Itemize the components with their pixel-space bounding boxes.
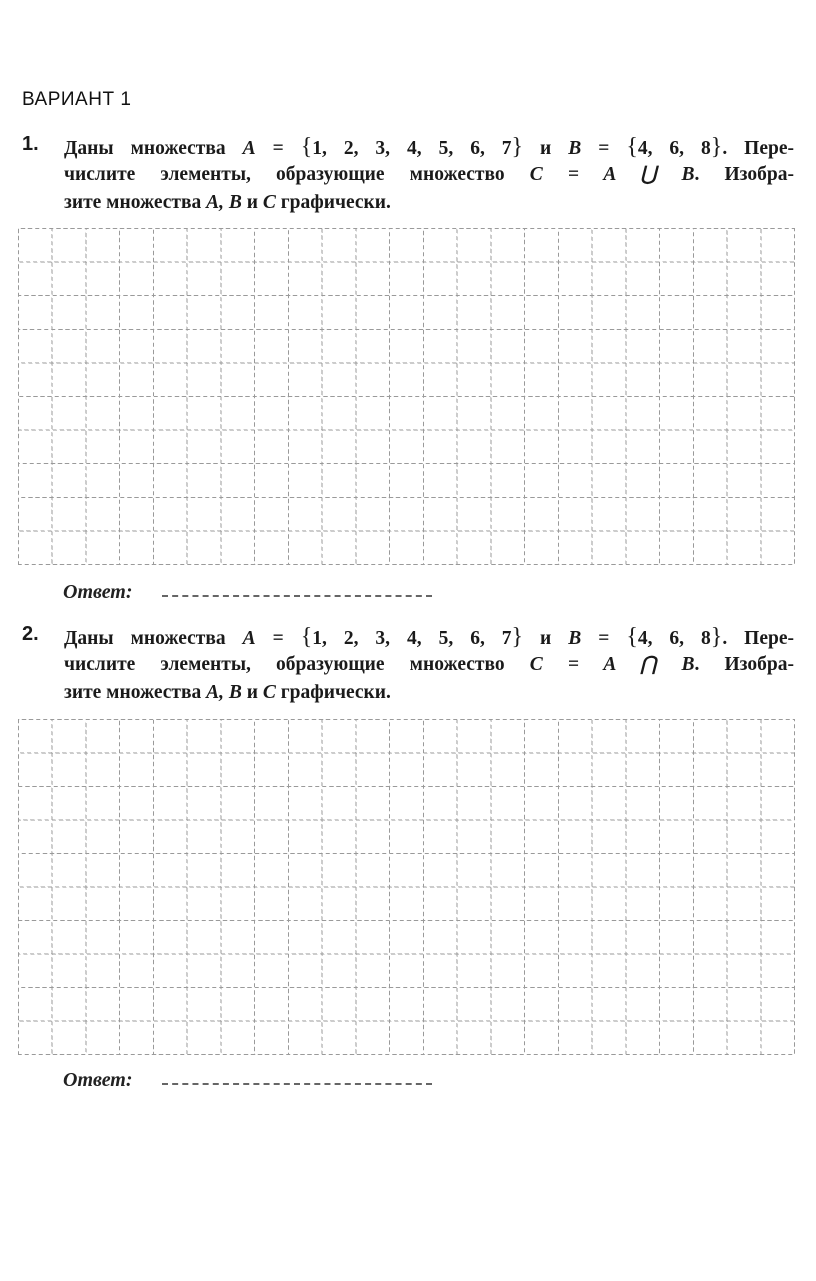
brace-open: { (626, 134, 638, 160)
union-formula: C = A ⋃ B (529, 164, 695, 185)
set-a-var: A (242, 628, 256, 649)
task-lead: Даны множества (64, 138, 243, 159)
set-c-var: C (262, 192, 276, 213)
set-b-elements: 4, 6, 8 (637, 628, 711, 649)
task-lead: зите множества (64, 192, 207, 213)
brace-close: } (710, 134, 723, 160)
task-tail: . Изобра- (694, 164, 794, 185)
variant-heading: ВАРИАНТ 1 (22, 89, 132, 110)
task-text-line-2 (64, 161, 794, 189)
brace-open: { (300, 134, 313, 160)
equals: = (581, 138, 627, 159)
conjunction: и (241, 682, 263, 703)
equals: = (255, 138, 301, 159)
set-b-elements: 4, 6, 8 (637, 138, 711, 159)
equals: = (255, 628, 301, 649)
task-tail: . Пере- (722, 138, 794, 159)
drawing-grid-2[interactable] (18, 719, 795, 1055)
task-text-line-1 (64, 133, 794, 161)
equals: = (581, 628, 627, 649)
conjunction: и (241, 192, 263, 213)
task-lead: числите элементы, образующие множество (64, 654, 530, 675)
brace-close: } (710, 624, 723, 650)
set-a-elements: 1, 2, 3, 4, 5, 6, 7 (312, 138, 512, 159)
task-text (64, 623, 794, 707)
conjunction: и (523, 138, 569, 159)
task-tail: . Изобра- (694, 654, 794, 675)
set-vars: A, B (206, 192, 242, 213)
set-a-var: A (242, 138, 256, 159)
answer-field-1[interactable] (162, 595, 432, 597)
task-text-line-3 (64, 189, 794, 217)
conjunction: и (523, 628, 569, 649)
intersection-formula: C = A ⋂ B (529, 654, 695, 675)
answer-field-2[interactable] (162, 1083, 432, 1085)
task-lead: Даны множества (64, 628, 243, 649)
task-text-line-1 (64, 623, 794, 651)
drawing-grid-1[interactable] (18, 228, 795, 565)
set-b-var: B (568, 628, 582, 649)
answer-label-1: Ответ: (63, 581, 133, 603)
set-vars: A, B (206, 682, 242, 703)
task-lead: зите множества (64, 682, 207, 703)
task-number: 1. (22, 133, 39, 155)
set-a-elements: 1, 2, 3, 4, 5, 6, 7 (312, 628, 512, 649)
task-tail: . Пере- (722, 628, 794, 649)
set-b-var: B (568, 138, 582, 159)
brace-open: { (300, 624, 313, 650)
task-text (64, 133, 794, 217)
task-tail: графически. (275, 192, 391, 213)
brace-close: } (511, 624, 524, 650)
brace-close: } (511, 134, 524, 160)
brace-open: { (626, 624, 638, 650)
task-tail: графически. (275, 682, 391, 703)
set-c-var: C (262, 682, 276, 703)
task-text-line-3 (64, 679, 794, 707)
answer-label-2: Ответ: (63, 1069, 133, 1091)
task-lead: числите элементы, образующие множество (64, 164, 530, 185)
task-number: 2. (22, 623, 39, 645)
task-text-line-2 (64, 651, 794, 679)
